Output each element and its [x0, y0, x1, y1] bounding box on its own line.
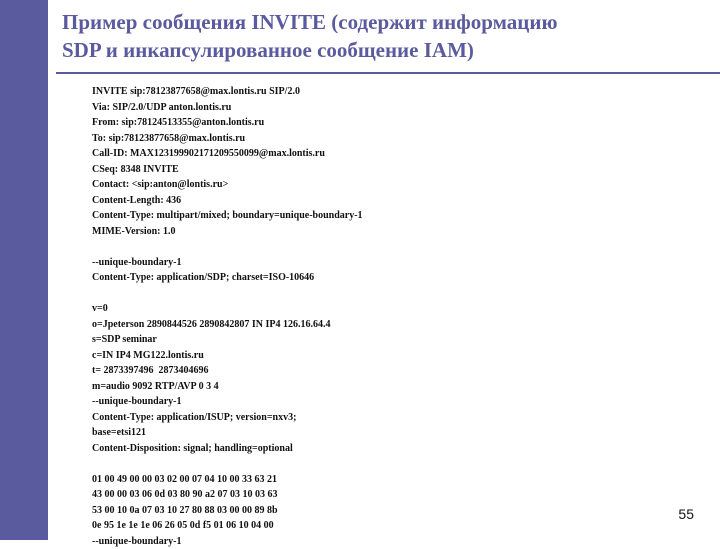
message-line: Call-ID: MAX123199902171209550099@max.lontis.ru — [92, 146, 652, 162]
message-line: v=0 — [92, 301, 652, 317]
message-line: --unique-boundary-1 — [92, 255, 652, 271]
page-number: 55 — [678, 506, 694, 522]
message-line: base=etsi121 — [92, 425, 652, 441]
message-line: Content-Length: 436 — [92, 193, 652, 209]
title-underline — [56, 72, 720, 74]
slide-title — [62, 8, 702, 64]
message-line: Contact: <sip:anton@lontis.ru> — [92, 177, 652, 193]
blank-line — [92, 456, 652, 472]
message-line: 0e 95 1e 1e 1e 06 26 05 0d f5 01 06 10 04 00 — [92, 518, 652, 534]
slide-title-line-1: Пример сообщения INVITE (содержит информацию — [62, 8, 702, 36]
blank-line — [92, 239, 652, 255]
message-line: o=Jpeterson 2890844526 2890842807 IN IP4 126.16.64.4 — [92, 317, 652, 333]
message-line: Content-Disposition: signal; handling=optional — [92, 441, 652, 457]
message-line: INVITE sip:78123877658@max.lontis.ru SIP/2.0 — [92, 84, 652, 100]
message-line: 43 00 00 03 06 0d 03 80 90 a2 07 03 10 03 63 — [92, 487, 652, 503]
message-line: t= 2873397496 2873404696 — [92, 363, 652, 379]
message-line: From: sip:78124513355@anton.lontis.ru — [92, 115, 652, 131]
sip-message-body — [92, 84, 652, 549]
message-line: s=SDP seminar — [92, 332, 652, 348]
message-line: Via: SIP/2.0/UDP anton.lontis.ru — [92, 100, 652, 116]
message-line: 53 00 10 0a 07 03 10 27 80 88 03 00 00 89 8b — [92, 503, 652, 519]
message-line: Content-Type: application/SDP; charset=ISO-10646 — [92, 270, 652, 286]
message-line: --unique-boundary-1 — [92, 534, 652, 549]
message-line: 01 00 49 00 00 03 02 00 07 04 10 00 33 63 21 — [92, 472, 652, 488]
message-line: c=IN IP4 MG122.lontis.ru — [92, 348, 652, 364]
blank-line — [92, 286, 652, 302]
slide-title-line-2: SDP и инкапсулированное сообщение IAM) — [62, 36, 702, 64]
message-line: Content-Type: application/ISUP; version=nxv3; — [92, 410, 652, 426]
message-line: To: sip:78123877658@max.lontis.ru — [92, 131, 652, 147]
message-line: Content-Type: multipart/mixed; boundary=unique-boundary-1 — [92, 208, 652, 224]
message-line: CSeq: 8348 INVITE — [92, 162, 652, 178]
message-line: m=audio 9092 RTP/AVP 0 3 4 — [92, 379, 652, 395]
message-line: --unique-boundary-1 — [92, 394, 652, 410]
side-accent-bar — [0, 0, 48, 540]
message-line: MIME-Version: 1.0 — [92, 224, 652, 240]
